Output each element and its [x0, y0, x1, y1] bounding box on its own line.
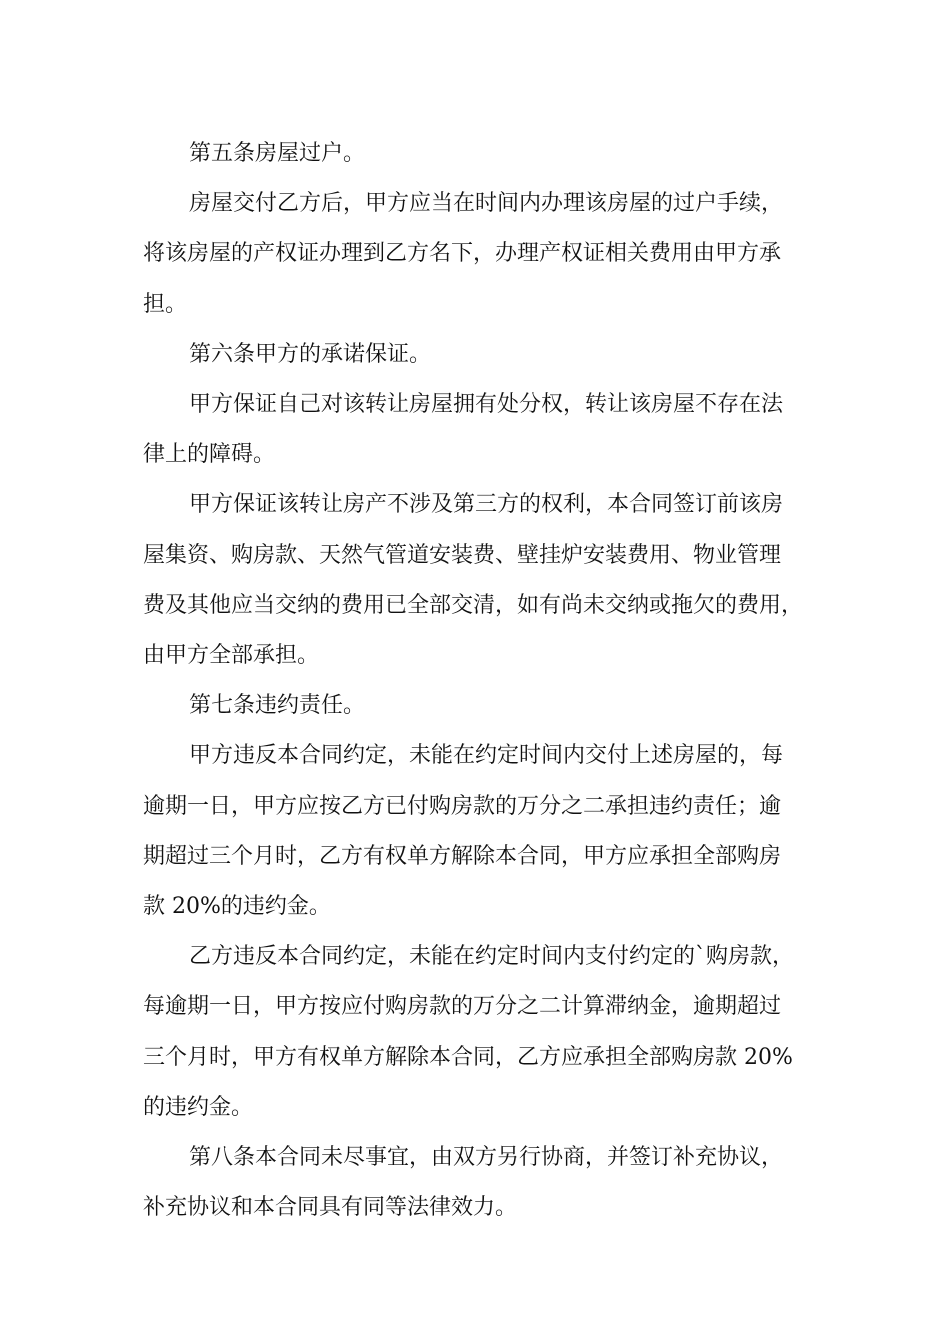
document-body: [143, 129, 823, 1233]
text-line: 款 20%的违约金。: [143, 894, 331, 920]
text-line: 第七条违约责任。: [189, 693, 366, 719]
text-line: 第六条甲方的承诺保证。: [189, 341, 432, 367]
article-7-paragraph-2: [143, 932, 823, 1133]
text-line: 将该房屋的产权证办理到乙方名下，办理产权证相关费用由甲方承: [143, 241, 782, 267]
article-5-paragraph: [143, 179, 823, 330]
text-line: 费及其他应当交纳的费用已全部交清，如有尚未交纳或拖欠的费用，: [143, 592, 804, 618]
article-7-heading: [143, 681, 823, 731]
article-6-paragraph-2: [143, 480, 823, 681]
text-line: 甲方违反本合同约定，未能在约定时间内交付上述房屋的，每: [189, 743, 784, 769]
text-line: 房屋交付乙方后，甲方应当在时间内办理该房屋的过户手续，: [189, 191, 784, 217]
text-line: 每逾期一日，甲方按应付购房款的万分之二计算滞纳金，逾期超过: [143, 994, 782, 1020]
text-line: 担。: [143, 291, 188, 317]
article-7-paragraph-1: [143, 731, 823, 932]
article-5-heading: [143, 129, 823, 179]
article-8-paragraph: [143, 1133, 823, 1233]
text-line: 甲方保证自己对该转让房屋拥有处分权，转让该房屋不存在法: [189, 392, 784, 418]
text-line: 三个月时，甲方有权单方解除本合同，乙方应承担全部购房款 20%: [143, 1044, 793, 1070]
text-line: 补充协议和本合同具有同等法律效力。: [143, 1195, 518, 1221]
text-line: 期超过三个月时，乙方有权单方解除本合同，甲方应承担全部购房: [143, 843, 782, 869]
text-line: 逾期一日，甲方应按乙方已付购房款的万分之二承担违约责任；逾: [143, 793, 782, 819]
text-line: 律上的障碍。: [143, 442, 276, 468]
text-line: 第五条房屋过户。: [189, 141, 366, 166]
article-6-heading: [143, 330, 823, 380]
text-line: 屋集资、购房款、天然气管道安装费、壁挂炉安装费用、物业管理: [143, 542, 782, 568]
text-line: 第八条本合同未尽事宜，由双方另行协商，并签订补充协议，: [189, 1145, 784, 1171]
article-6-paragraph-1: [143, 380, 823, 480]
text-line: 乙方违反本合同约定，未能在约定时间内支付约定的`购房款，: [189, 944, 795, 970]
text-line: 甲方保证该转让房产不涉及第三方的权利，本合同签订前该房: [189, 492, 784, 518]
text-line: 由甲方全部承担。: [143, 643, 320, 669]
text-line: 的违约金。: [143, 1094, 254, 1120]
